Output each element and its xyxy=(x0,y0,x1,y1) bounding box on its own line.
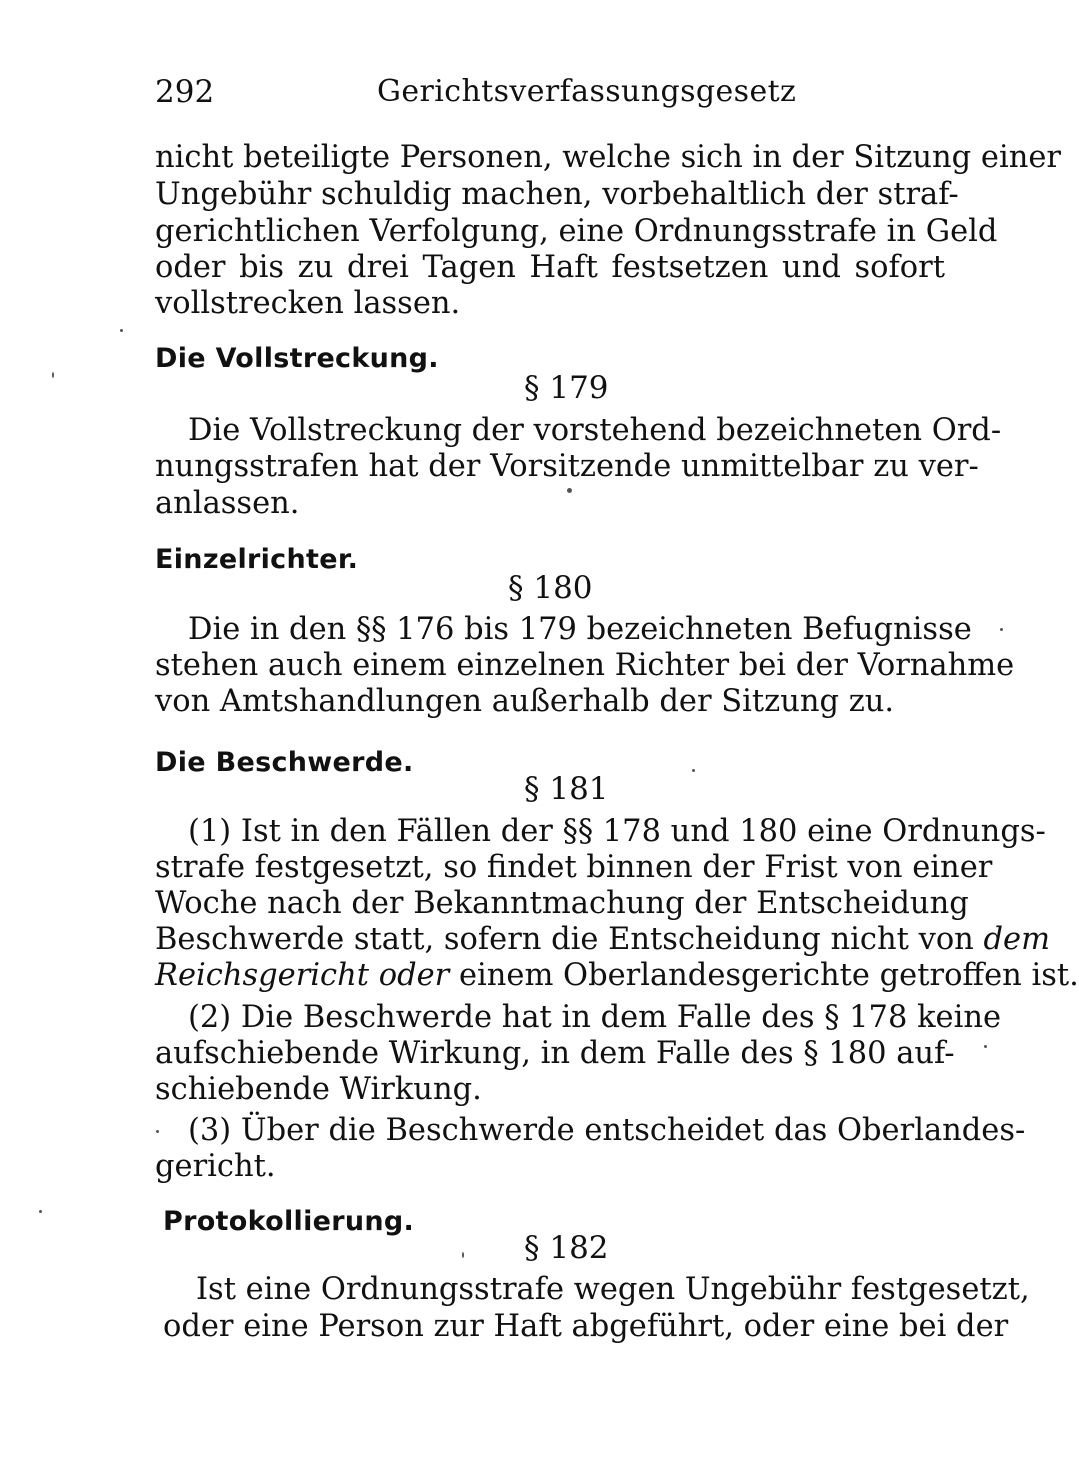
scan-speck xyxy=(692,769,695,772)
scan-speck xyxy=(567,488,572,493)
text-line: von Amtshandlungen außerhalb der Sitzung zu. xyxy=(155,684,895,719)
text-line: Ungebühr schuldig machen, vorbehaltlich der straf- xyxy=(155,177,959,212)
text-line: strafe festgesetzt, so findet binnen der Frist von einer xyxy=(155,850,993,885)
section-heading-einzelrichter: Einzelrichter. xyxy=(155,544,359,575)
text-span: einem Oberlandesgerichte getroffen ist. xyxy=(449,958,1079,993)
section-number-180: § 180 xyxy=(508,570,593,606)
text-line: gerichtlichen Verfolgung, eine Ordnungsstrafe in Geld xyxy=(155,214,998,249)
text-line: Die Vollstreckung der vorstehend bezeichneten Ord- xyxy=(188,413,1002,448)
text-line: oder bis zu drei Tagen Haft festsetzen und sofort xyxy=(155,250,945,285)
section-number-179: § 179 xyxy=(524,370,609,406)
italic-text: Reichsgericht oder xyxy=(155,958,450,993)
text-line: nicht beteiligte Personen, welche sich in der Sitzung einer xyxy=(155,140,1061,175)
text-line xyxy=(155,958,1079,994)
running-head xyxy=(155,74,945,118)
text-line: (1) Ist in den Fällen der §§ 178 und 180 eine Ordnungs- xyxy=(188,814,1046,849)
italic-text: dem xyxy=(983,922,1051,957)
text-line: oder eine Person zur Haft abgeführt, oder eine bei der xyxy=(163,1309,1009,1344)
section-heading-beschwerde: Die Beschwerde. xyxy=(155,747,414,778)
text-line: nungsstrafen hat der Vorsitzende unmittelbar zu ver- xyxy=(155,449,979,484)
scan-speck xyxy=(984,1045,987,1048)
scan-speck xyxy=(462,1252,464,1258)
section-number-182: § 182 xyxy=(524,1230,609,1266)
text-line: Die in den §§ 176 bis 179 bezeichneten Befugnisse xyxy=(188,612,972,647)
text-line: stehen auch einem einzelnen Richter bei der Vornahme xyxy=(155,648,1015,683)
text-line: Woche nach der Bekanntmachung der Entscheidung xyxy=(155,886,969,921)
text-line: anlassen. xyxy=(155,486,300,521)
section-heading-vollstreckung: Die Vollstreckung. xyxy=(155,343,439,374)
text-line xyxy=(155,922,1051,958)
scan-speck xyxy=(120,329,123,332)
text-span: Beschwerde statt, sofern die Entscheidung nicht von xyxy=(155,922,974,957)
page-number: 292 xyxy=(155,74,215,110)
text-line: vollstrecken lassen. xyxy=(155,286,461,321)
text-line: aufschiebende Wirkung, in dem Falle des § 180 auf- xyxy=(155,1036,955,1071)
scan-speck xyxy=(156,1130,159,1133)
text-line: (3) Über die Beschwerde entscheidet das Oberlandes- xyxy=(188,1113,1026,1148)
section-heading-protokollierung: Protokollierung. xyxy=(163,1206,415,1237)
scan-speck xyxy=(52,372,54,378)
text-line: (2) Die Beschwerde hat in dem Falle des § 178 keine xyxy=(188,1000,1002,1035)
text-line: Ist eine Ordnungsstrafe wegen Ungebühr festgesetzt, xyxy=(196,1272,1030,1307)
running-title: Gerichtsverfassungsgesetz xyxy=(377,74,797,109)
text-line: schiebende Wirkung. xyxy=(155,1072,482,1107)
section-number-181: § 181 xyxy=(524,771,609,807)
scan-speck xyxy=(39,1210,42,1213)
scan-speck xyxy=(1000,628,1003,631)
text-line: gericht. xyxy=(155,1149,276,1184)
